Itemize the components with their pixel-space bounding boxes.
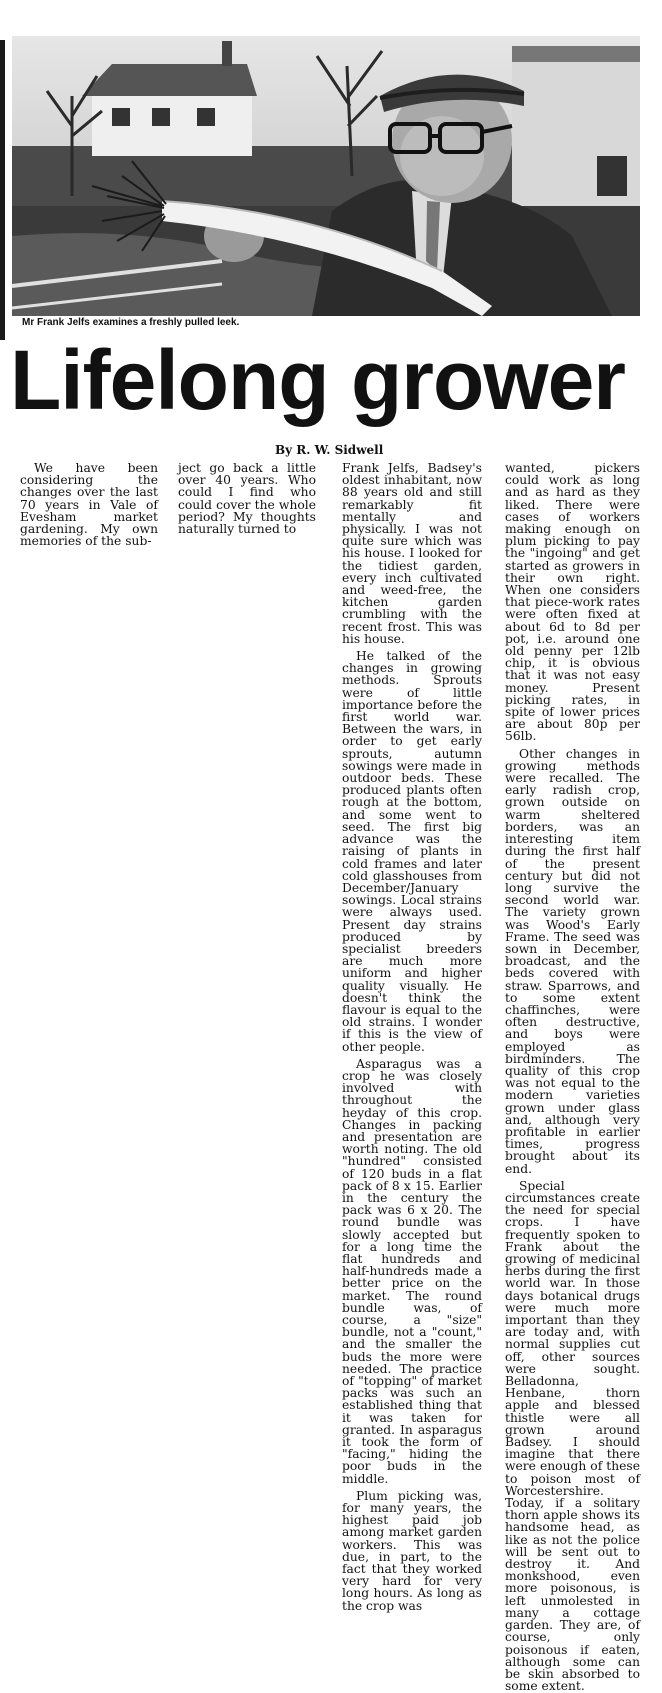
paragraph: We have been considering the changes over the last 70 years in Vale of Evesham market gardening. My own memories of the sub-: [20, 461, 158, 549]
article-column-4: [505, 461, 640, 1693]
paragraph: Special circumstances create the need for special crops. I have frequently spoken to Frank about the growing of medicinal herbs during the first world war. In those days botanical drugs were much more important than they are today and, with normal supplies cut off, other sources were sought. Belladonna, Henbane, thorn apple and blessed thistle were all grown around Badsey. I should imagine that there were enough of these to poison most of Worcestershire. Today, if a solitary thorn apple shows its handsome head, as like as not the police will be sent out to destroy it. And monkshood, even more poisonous, is left unmolested in many a cottage garden. They are, of course, only poisonous if eaten, although some can be skin absorbed to some extent.: [505, 1178, 640, 1693]
paragraph: wanted, pickers could work as long and as hard as they liked. There were cases of workers making enough on plum picking to pay the "ingoing" and get started as growers in their own right. When one considers that piece-work rates were often fixed at about 6d to 8d per pot, i.e. around one old penny per 12lb chip, it is obvious that it was not easy money. Present picking rates, in spite of lower prices are about 80p per 56lb.: [505, 461, 640, 744]
article-column-1: [20, 462, 158, 552]
article-column-2: [178, 462, 316, 540]
paragraph: Frank Jelfs, Badsey's oldest inhabitant, now 88 years old and still remarkably fit mentally and physically. I was not quite sure which was his house. I looked for the tidiest garden, every inch cultivated and weed-free, the kitchen garden crumbling with the recent frost. This was his house.: [342, 461, 482, 646]
paragraph: He talked of the changes in growing methods. Sprouts were of little importance before the first world war. Between the wars, in order to get early sprouts, autumn sowings were made in outdoor beds. These produced plants often rough at the bottom, and some went to seed. The first big advance was the raising of plants in cold frames and later cold glasshouses from December/January sowings. Local strains were always used. Present day strains produced by specialist breeders are much more uniform and higher quality visually. He doesn't think the flavour is equal to the old strains. I wonder if this is the view of other people.: [342, 649, 482, 1054]
paragraph: ject go back a little over 40 years. Who could I find who could cover the whole period? My thoughts naturally turned to: [178, 461, 316, 537]
paragraph: Other changes in growing methods were recalled. The early radish crop, grown outside on warm sheltered borders, was an interesting item during the first half of the present century but did not long survive the second world war. The variety grown was Wood's Early Frame. The seed was sown in December, broadcast, and the beds covered with straw. Sparrows, and to some extent chaffinches, were often destructive, and boys were employed as birdminders. The quality of this crop was not equal to the modern varieties grown under glass and, although very profitable in earlier times, progress brought about its end.: [505, 746, 640, 1176]
paragraph: Plum picking was, for many years, the highest paid job among market garden workers. This was due, in part, to the fact that they worked very hard for very long hours. As long as the crop was: [342, 1488, 482, 1613]
article-column-3: [342, 461, 482, 1613]
photo-caption: Mr Frank Jelfs examines a freshly pulled leek.: [22, 317, 240, 328]
page-edge-shadow: [0, 40, 5, 340]
paragraph: Asparagus was a crop he was closely involved with throughout the heyday of this crop. Changes in packing and presentation are worth noting. The old "hundred" consisted of 120 buds in a flat pack of 8 x 15. Earlier in the century the pack was 6 x 20. The round bundle was slowly accepted but for a long time the flat hundreds and half-hundreds made a better price on the market. The round bundle was, of course, a "size" bundle, not a "count," and the smaller the buds the more were needed. The practice of "topping" of market packs was such an established thing that it was taken for granted. In asparagus it took the form of "facing," hiding the poor buds in the middle.: [342, 1056, 482, 1486]
article-photo: [12, 36, 640, 316]
byline: By R. W. Sidwell: [275, 443, 384, 457]
headline: Lifelong grower: [10, 333, 625, 427]
